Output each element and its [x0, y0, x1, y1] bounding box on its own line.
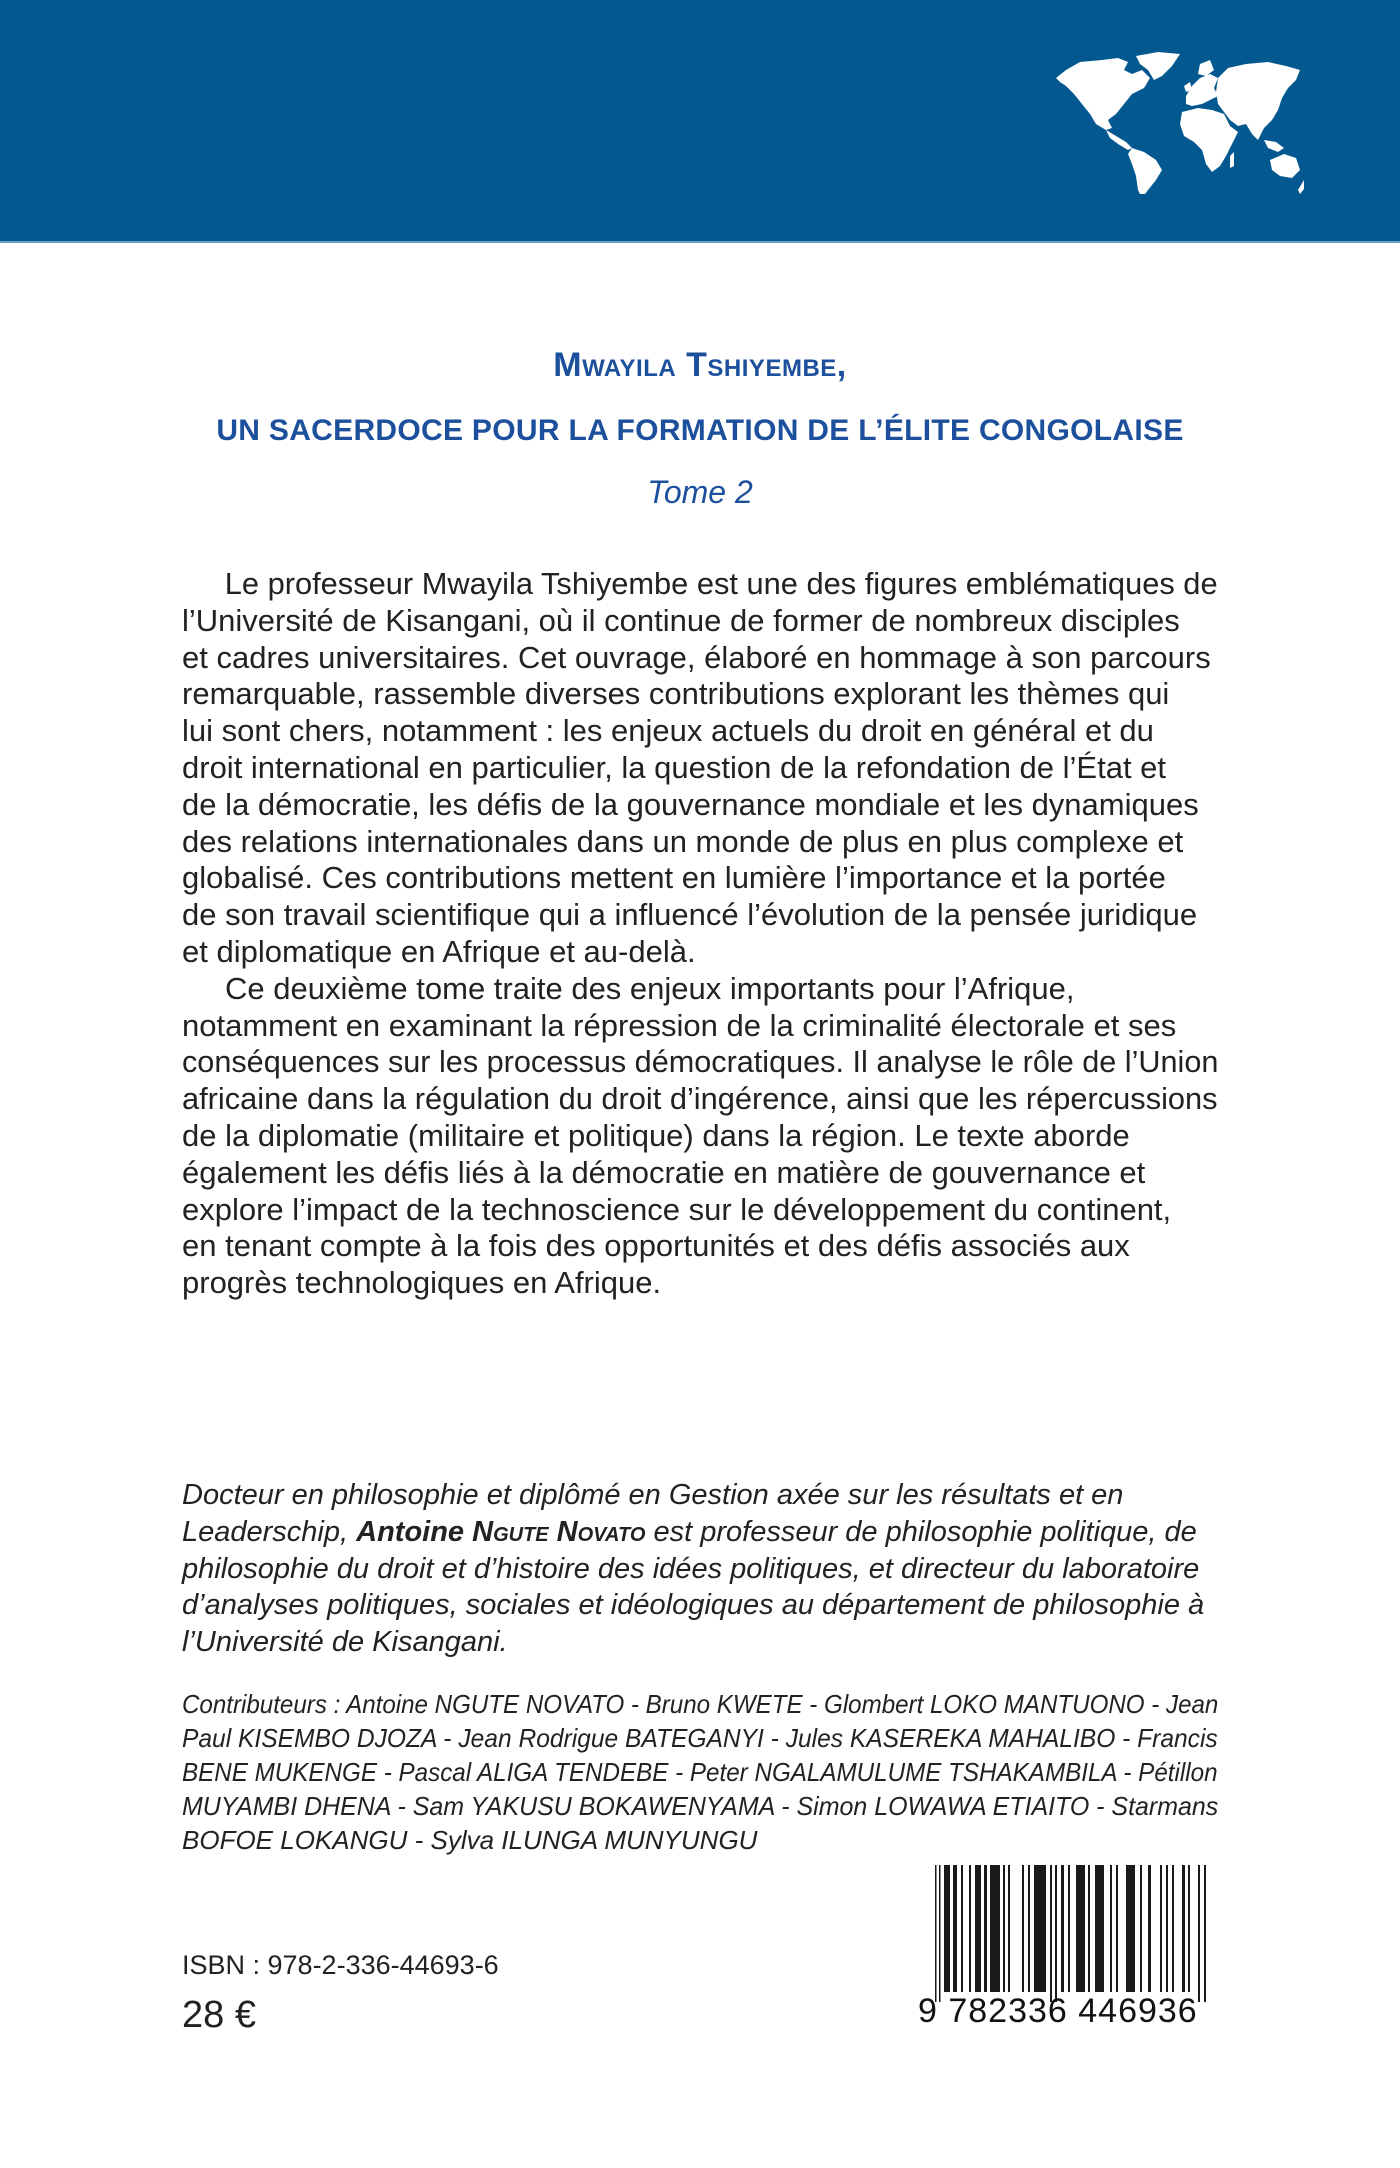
- summary-line: explore l’impact de la technoscience sur le développement du continent,: [182, 1191, 1172, 1227]
- contributor-line: BENE MUKENGE - Pascal ALIGA TENDEBE - Peter NGALAMULUME TSHAKAMBILA - Pétillon: [182, 1757, 1218, 1787]
- summary-line: l’Université de Kisangani, où il continue de former de nombreux disciples: [182, 602, 1180, 638]
- barcode-bar: [984, 1865, 987, 1992]
- bio-line: Leaderschip, Antoine Ngute Novato est professeur de philosophie politique, de: [182, 1515, 1197, 1548]
- barcode-bar: [1055, 1865, 1057, 2002]
- world-map-icon: [1032, 48, 1304, 194]
- barcode-bar: [1160, 1865, 1162, 1992]
- summary-line: Le professeur Mwayila Tshiyembe est une des figures emblématiques de: [224, 566, 1218, 601]
- barcode-bar: [1003, 1865, 1005, 1992]
- barcode-bar: [1126, 1865, 1135, 1992]
- barcode-bar: [1088, 1865, 1090, 1992]
- summary-line: remarquable, rassemble diverses contributions explorant les thèmes qui: [182, 676, 1170, 712]
- book-subtitle: UN SACERDOCE POUR LA FORMATION DE L’ÉLITE CONGOLAISE: [216, 414, 1184, 447]
- barcode-bar: [969, 1865, 971, 1992]
- summary-line: notamment en examinant la répression de la criminalité électorale et ses: [182, 1007, 1177, 1043]
- summary-line: droit international en particulier, la question de la refondation de l’État et: [182, 749, 1167, 785]
- summary-line: globalisé. Ces contributions mettent en lumière l’importance et la portée: [182, 860, 1166, 896]
- contributor-line: MUYAMBI DHENA - Sam YAKUSU BOKAWENYAMA - Simon LOWAWA ETIAITO - Starmans: [182, 1791, 1219, 1821]
- barcode-bars: [918, 1862, 1223, 2002]
- summary-line: africaine dans la régulation du droit d’ingérence, ainsi que les répercussions: [182, 1081, 1218, 1117]
- barcode-bar: [975, 1865, 981, 1992]
- barcode-bar: [1182, 1865, 1185, 1992]
- barcode-bar: [1198, 1865, 1200, 2002]
- barcode-bar: [944, 1865, 950, 1992]
- barcode-bar: [1188, 1865, 1190, 1992]
- author-bio: [182, 1477, 1218, 1661]
- price: 28 €: [182, 1994, 256, 2036]
- isbn: ISBN : 978-2-336-44693-6: [182, 1950, 499, 1980]
- author-name: Antoine Ngute Novato: [356, 1515, 646, 1548]
- summary-line: et cadres universitaires. Cet ouvrage, élaboré en hommage à son parcours: [182, 639, 1211, 675]
- volume-label: Tome 2: [647, 474, 753, 510]
- contributor-line: Contributeurs : Antoine NGUTE NOVATO - Bruno KWETE - Glombert LOKO MANTUONO - Jean: [182, 1689, 1219, 1719]
- barcode-bar: [990, 1865, 1000, 1992]
- header-band: [0, 0, 1400, 243]
- barcode-bar: [1110, 1865, 1112, 1992]
- summary-line: également les défis liés à la démocratie en matière de gouvernance et: [182, 1154, 1146, 1190]
- barcode-bar: [935, 1865, 937, 2002]
- barcode-bar: [961, 1865, 963, 1992]
- barcode-bar: [939, 1865, 941, 2002]
- book-title: Mwayila Tshiyembe,: [553, 346, 847, 384]
- summary-text: [182, 566, 1218, 1302]
- barcode-bar: [1022, 1865, 1024, 1992]
- barcode-bar: [1140, 1865, 1142, 1992]
- summary-line: et diplomatique en Afrique et au-delà.: [182, 933, 696, 969]
- barcode-bar: [1034, 1865, 1046, 1992]
- bio-line: philosophie du droit et d’histoire des idées politiques, et directeur du laboratoire: [182, 1552, 1200, 1585]
- summary-line: de son travail scientifique qui a influencé l’évolution de la pensée juridique: [182, 897, 1198, 933]
- summary-line: de la diplomatie (militaire et politique) dans la région. Le texte aborde: [182, 1117, 1130, 1153]
- contributor-line: Paul KISEMBO DJOZA - Jean Rodrigue BATEGANYI - Jules KASEREKA MAHALIBO - Francis: [182, 1723, 1218, 1753]
- barcode-bar: [1095, 1865, 1104, 1992]
- bio-line: Docteur en philosophie et diplômé en Gestion axée sur les résultats et en: [182, 1479, 1124, 1511]
- barcode-digits: 9 782336 446936: [918, 1992, 1198, 2030]
- barcode-bar: [1028, 1865, 1030, 1992]
- barcode-bar: [1050, 1865, 1052, 2002]
- summary-line: Ce deuxième tome traite des enjeux importants pour l’Afrique,: [225, 970, 1075, 1006]
- barcode-bar: [1068, 1865, 1070, 1992]
- barcode-bar: [1008, 1865, 1010, 1992]
- summary-line: de la démocratie, les défis de la gouvernance mondiale et les dynamiques: [182, 786, 1199, 822]
- barcode-bar: [1148, 1865, 1151, 1992]
- barcode-bar: [1061, 1865, 1064, 1992]
- barcode-bar: [1116, 1865, 1118, 1992]
- barcode-bar: [1076, 1865, 1085, 1992]
- bio-line: d’analyses politiques, sociales et idéologiques au département de philosophie à: [182, 1589, 1205, 1622]
- summary-line: en tenant compte à la fois des opportunités et des défis associés aux: [182, 1228, 1130, 1264]
- summary-line: progrès technologiques en Afrique.: [182, 1265, 662, 1301]
- barcode-bar: [953, 1865, 957, 1992]
- barcode-icon: [918, 1862, 1223, 2037]
- summary-line: des relations internationales dans un monde de plus en plus complexe et: [182, 823, 1184, 859]
- contributor-line: BOFOE LOKANGU - Sylva ILUNGA MUNYUNGU: [182, 1825, 758, 1855]
- bio-line: l’Université de Kisangani.: [182, 1626, 508, 1659]
- summary-line: lui sont chers, notamment : les enjeux actuels du droit en général et du: [182, 713, 1154, 749]
- summary-line: conséquences sur les processus démocratiques. Il analyse le rôle de l’Union: [182, 1044, 1219, 1080]
- barcode-bar: [1172, 1865, 1174, 1992]
- barcode-bar: [1166, 1865, 1168, 1992]
- barcode-bar: [1204, 1865, 1206, 2002]
- contributors-list: [182, 1687, 1218, 1857]
